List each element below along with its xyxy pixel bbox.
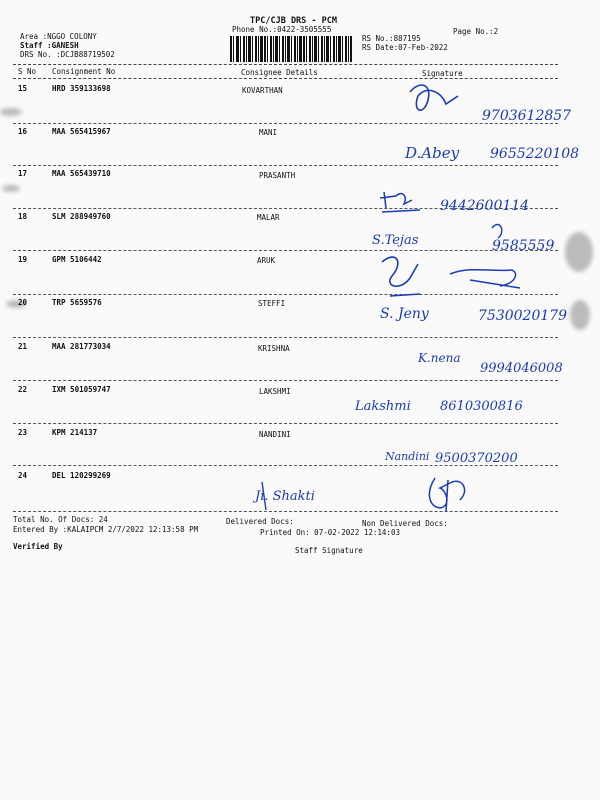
area-label: Area :NGGO COLONY — [20, 32, 97, 41]
entered-by: Entered By :KALAIPCM 2/7/2022 12:13:58 PM — [13, 525, 199, 534]
total-docs: Total No. Of Docs: 24 — [13, 515, 108, 524]
row-sno: 22 — [18, 385, 28, 394]
column-sno: S No — [18, 67, 37, 76]
row-separator — [13, 165, 558, 166]
row-consignee: STEFFI — [258, 299, 286, 308]
rs-number: RS No.:887195 — [362, 34, 421, 43]
signature-scribble — [410, 85, 458, 110]
signature-scribble — [380, 192, 420, 212]
signature-scribble — [492, 225, 502, 239]
row-separator — [13, 250, 558, 251]
row-sno: 20 — [18, 298, 28, 307]
row-separator — [13, 465, 558, 466]
ink-smudge — [565, 232, 593, 272]
row-separator — [13, 208, 558, 209]
row-consignee: LAKSHMI — [259, 387, 291, 396]
row-consignment: KPM 214137 — [52, 428, 98, 437]
ink-smudge — [0, 108, 22, 116]
handwritten-name: S.Tejas — [372, 233, 419, 248]
row-consignee: ARUK — [257, 256, 276, 265]
staff-label: Staff :GANESH — [20, 41, 79, 50]
signature-scribble — [450, 270, 520, 288]
phone-number: Phone No.:0422-3505555 — [232, 25, 332, 34]
row-separator — [13, 380, 558, 381]
column-consignee: Consignee Details — [241, 68, 318, 77]
row-separator — [13, 337, 558, 338]
row-separator — [13, 294, 558, 295]
signature-scribble — [262, 482, 266, 510]
row-sno: 16 — [18, 127, 28, 136]
row-consignee: PRASANTH — [259, 171, 296, 180]
handwritten-phone: 8610300816 — [440, 399, 523, 414]
staff-signature-label: Staff Signature — [295, 546, 363, 555]
column-consignment: Consignment No — [52, 67, 116, 76]
handwritten-phone: 9442600114 — [440, 198, 530, 214]
row-consignment: MAA 565415967 — [52, 127, 111, 136]
handwritten-phone: 9703612857 — [482, 108, 572, 124]
row-sno: 23 — [18, 428, 28, 437]
handwritten-phone: 9500370200 — [435, 451, 518, 466]
row-consignee: KRISHNA — [258, 344, 290, 353]
handwritten-name: Nandini — [385, 450, 430, 463]
handwritten-phone: 7530020179 — [478, 308, 568, 324]
handwritten-name: D.Abey — [405, 144, 460, 162]
row-consignee: KOVARTHAN — [242, 86, 283, 95]
delivered-docs: Delivered Docs: — [226, 517, 294, 526]
row-separator — [13, 511, 558, 512]
row-sno: 18 — [18, 212, 28, 221]
handwritten-phone: 9655220108 — [490, 146, 580, 162]
row-consignment: DEL 120299269 — [52, 471, 111, 480]
column-signature: Signature — [422, 69, 463, 78]
document-title: TPC/CJB DRS - PCM — [250, 16, 337, 26]
row-consignment: HRD 359133698 — [52, 84, 111, 93]
handwritten-name: Lakshmi — [355, 399, 411, 414]
row-consignment: GPM 5106442 — [52, 255, 102, 264]
barcode-image — [230, 36, 352, 62]
handwritten-name: Ji. Shakti — [255, 489, 315, 504]
row-consignment: TRP 5659576 — [52, 298, 102, 307]
header-rule-bottom — [13, 78, 558, 79]
row-consignee: MALAR — [257, 213, 280, 222]
non-delivered-docs: Non Delivered Docs: — [362, 519, 448, 528]
row-sno: 17 — [18, 169, 28, 178]
page-number: Page No.:2 — [453, 27, 499, 36]
row-consignee: MANI — [259, 128, 278, 137]
row-consignee: NANDINI — [259, 430, 291, 439]
row-consignment: IXM 501059747 — [52, 385, 111, 394]
handwritten-name: K.nena — [418, 351, 461, 365]
signature-scribble — [429, 478, 464, 512]
drs-number: DRS No. :DCJB88719502 — [20, 50, 115, 59]
printed-on: Printed On: 07-02-2022 12:14:03 — [260, 528, 400, 537]
row-consignment: MAA 565439710 — [52, 169, 111, 178]
verified-by: Verified By — [13, 542, 63, 551]
row-sno: 15 — [18, 84, 28, 93]
rs-date: RS Date:07-Feb-2022 — [362, 43, 448, 52]
handwritten-phone: 9994046008 — [480, 361, 563, 376]
row-separator — [13, 423, 558, 424]
handwritten-phone: 9585559 — [492, 238, 555, 254]
header-rule-top — [13, 64, 558, 65]
row-sno: 24 — [18, 471, 28, 480]
ink-smudge — [2, 185, 20, 192]
row-separator — [13, 123, 558, 124]
row-sno: 19 — [18, 255, 28, 264]
row-sno: 21 — [18, 342, 28, 351]
row-consignment: MAA 281773034 — [52, 342, 111, 351]
handwritten-name: S. Jeny — [380, 306, 429, 322]
ink-smudge — [570, 300, 590, 330]
signature-scribble — [382, 257, 420, 296]
row-consignment: SLM 288949760 — [52, 212, 111, 221]
